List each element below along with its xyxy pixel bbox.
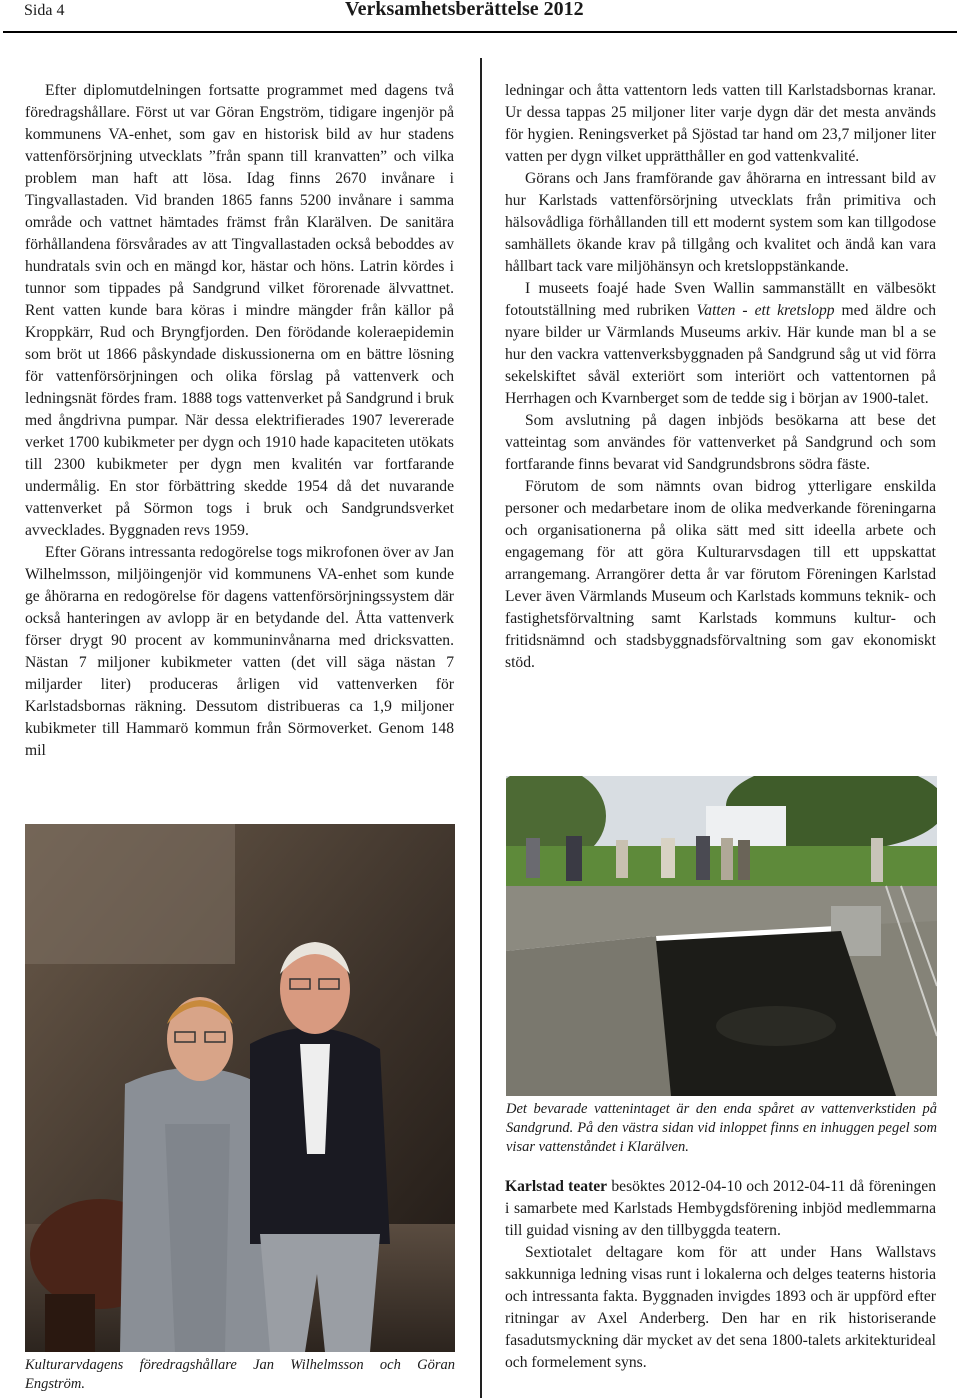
water-intake-photo	[506, 776, 937, 1096]
header-rule	[3, 31, 957, 33]
page-header	[0, 0, 960, 34]
paragraph: Som avslutning på dagen inbjöds besökarna att bese det vatteintag som användes för vattenverket på Sandgrund och som fortfarande finns bevarat vid Sandgrundsbrons södra fäste.	[505, 412, 936, 473]
photo-caption-right: Det bevarade vattenintaget är den enda spåret av vattenverkstiden på Sandgrund. På den västra sidan vid inloppet finns en inhuggen pegel som visar vattenståndet i Klarälven.	[506, 1101, 937, 1155]
page-number: Sida 4	[24, 2, 65, 19]
paragraph: Sextiotalet deltagare kom för att under Hans Wallstavs sakkunniga ledning visas runt i lokalerna och delges teaterns historia och intressanta fakta. Byggnaden invigdes 1893 och är uppförd efter ritningar av Axel Anderberg. Den har en rik historiserande fasadutsmyckning där mycket av det sena 1800-talets arkitekturideal och formelement syns.	[505, 1244, 936, 1371]
paragraph: Efter diplomutdelningen fortsatte programmet med dagens två föredragshållare. Först ut var Göran Engström, tidigare ingenjör på kommunens VA-enhet, som gav en historisk bild av hur stadens vattenförsörjning utvecklats ”från spann till kranvatten” och vilka problem man haft att lösa. Idag finns 2670 invånare i Tingvallastaden. Vid branden 1865 fanns 5200 invånare i samma område och vattnet hämtades främst från Klarälven. De sanitära förhållandena försvårades av att Tingvallastaden också beboddes av hundratals svin och en mängd kor, hästar och höns. Latrin kördes i tunnor som tippades på Sandgrund vilket förorenade älvvattnet. Rent vatten kunde bara köras i mindre mängder från källor på Kroppkärr, Rud och Bryngfjorden. Den förödande koleraepidemin som bröt ut 1866 påskyndade diskussionerna om en bättre lösning för vattenförsörjningen och olika förslag på vattenverk och ledningsnät fördes fram. 1888 togs vattenverket på Sandgrund i bruk med ångdrivna pumpar. När dessa elektrifierades 1907 levererade verket 1700 kubikmeter per dygn och 1910 hade kapaciteten utökats till 2300 kubikmeter per dygn men kvalitén var fortfarande undermålig. En stor förbättring skedde 1954 då det nuvarande vattenverket på Sörmon togs i bruk och Sandgrundsverket avvecklades. Byggnaden revs 1959.	[25, 82, 454, 539]
paragraph	[505, 278, 936, 410]
exhibition-title: Vatten - ett kretslopp	[696, 302, 835, 319]
column-divider	[480, 58, 482, 1398]
right-column	[505, 80, 936, 674]
paragraph	[505, 1176, 936, 1242]
speakers-photo	[25, 824, 455, 1352]
paragraph: Görans och Jans framförande gav åhörarna en intressant bild av hur Karlstads vattenförsörjning utvecklats från primitiva och hälsovådliga förhållanden till ett modernt system som kan tillgodose samhällets ökande krav på tillgång och kvalitet och ändå kan vara hållbart tack vare miljöhänsyn och kretsloppstänkande.	[505, 170, 936, 275]
paragraph: Förutom de som nämnts ovan bidrog ytterligare enskilda personer och medarbetare inom de olika medverkande föreningarna och organisationerna på olika sätt med sitt ideella arbete och engagemang för att göra Kulturarvsdagen till ett uppskattat arrangemang. Arrangörer detta år var förutom Föreningen Karlstad Lever även Värmlands Museum och Karlstads kommuns teknik- och fastighetsförvaltning samt Karlstads kommuns kultur- och fritidsnämnd och stadsbyggnadsförvaltning som gav ekonomiskt stöd.	[505, 478, 936, 671]
paragraph: ledningar och åtta vattentorn leds vatten till Karlstadsbornas kranar. Ur dessa tappas 25 miljoner liter varje dygn där det mesta används för hygien. Reningsverket på Sjöstad tar hand om 23,7 miljoner liter vatten per dygn vilket upprätthåller en god vattenkvalité.	[505, 82, 936, 165]
photo-caption-left: Kulturarvdagens föredragshållare Jan Wilhelmsson och Göran Engström.	[25, 1357, 455, 1392]
left-column	[25, 80, 454, 762]
paragraph: Efter Görans intressanta redogörelse togs mikrofonen över av Jan Wilhelmsson, miljöingenjör vid kommunens VA-enhet som kunde ge åhörarna en redogörelse för dagens vattenförsörjningssystem där också hanteringen av avlopp är en betydande del. Åtta vattenverk förser drygt 90 procent av kommuninvånarna med dricksvatten. Nästan 7 miljoner kubikmeter vatten (det vill säga nästan 7 miljarder liter) produceras årligen vid vattenverken för Karlstadsbornas räkning. Dessutom distribueras ca 1,9 miljoner kubikmeter till Hammarö kommun från Sörmoverket. Genom 148 mil	[25, 544, 454, 759]
paragraph-text: I museets foajé hade Sven Wallin sammanställt en välbesökt fotoutställning med rubriken	[505, 280, 936, 319]
section-lead: Karlstad teater	[505, 1178, 608, 1195]
teater-section	[505, 1176, 936, 1374]
paragraph-text: besöktes 2012-04-10 och 2012-04-11 då föreningen i samarbete med Karlstads Hembygdsförening inbjöd medlemmarna till guidad visning av den tillbyggda teatern.	[505, 1178, 936, 1239]
document-title: Verksamhetsberättelse 2012	[345, 0, 584, 20]
paragraph-text: med äldre och nyare bilder ur Värmlands Museums arkiv. Här kunde man bl a se hur den vackra vattenverksbyggnaden på Sandgrund såg ut vid förra sekelskiftet såväl exteriört som interiört och vattentornen på Herrhagen och Kvarnberget som de tedde sig i början av 1900-talet.	[505, 302, 936, 407]
